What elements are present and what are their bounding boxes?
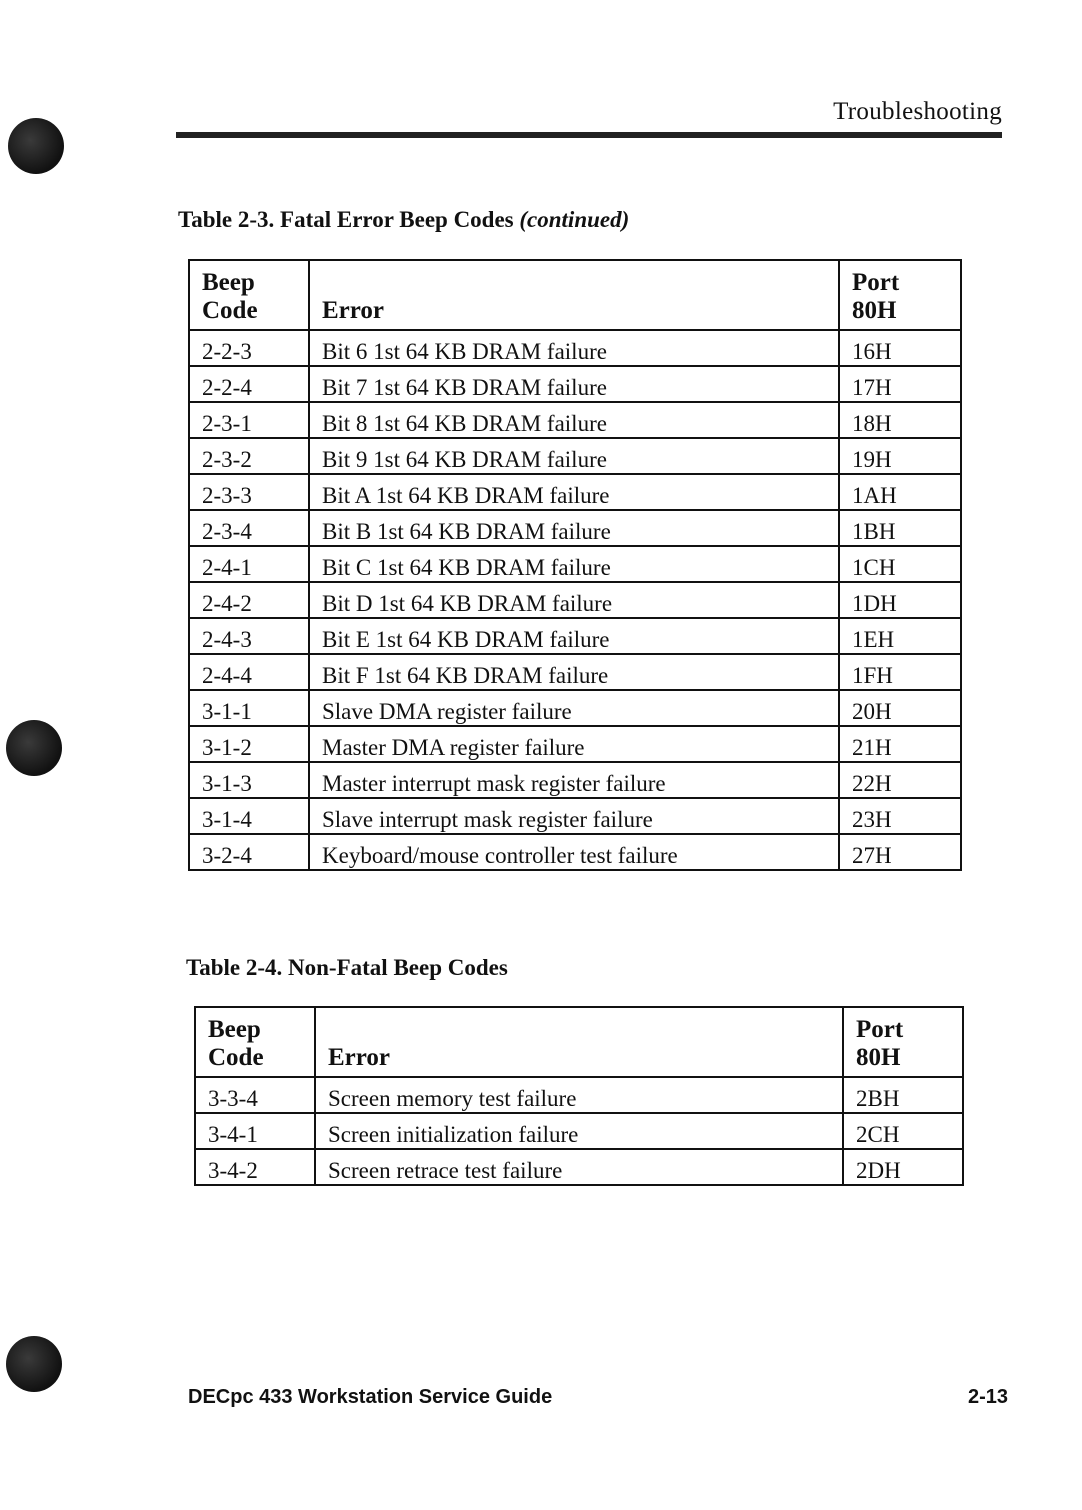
port-header-line1: Port	[856, 1016, 904, 1043]
cell-error: Bit 7 1st 64 KB DRAM failure	[309, 366, 839, 402]
cell-beep-code: 3-2-4	[189, 834, 309, 870]
table-row	[195, 1149, 963, 1185]
cell-error: Screen memory test failure	[315, 1077, 843, 1113]
cell-port: 1EH	[839, 618, 961, 654]
table-header-row	[189, 260, 961, 330]
cell-beep-code: 3-1-4	[189, 798, 309, 834]
cell-beep-code: 3-4-2	[195, 1149, 315, 1185]
cell-beep-code: 2-4-1	[189, 546, 309, 582]
cell-beep-code: 2-2-4	[189, 366, 309, 402]
table1-caption-label: Table 2-3.	[178, 207, 275, 232]
binder-hole-top	[8, 118, 64, 174]
cell-error: Bit C 1st 64 KB DRAM failure	[309, 546, 839, 582]
table2-caption-label: Table 2-4.	[186, 955, 283, 980]
beep-header-line2: Code	[208, 1044, 264, 1071]
cell-port: 16H	[839, 330, 961, 366]
cell-error: Bit E 1st 64 KB DRAM failure	[309, 618, 839, 654]
cell-port: 2DH	[843, 1149, 963, 1185]
cell-beep-code: 3-3-4	[195, 1077, 315, 1113]
table-row	[189, 726, 961, 762]
cell-beep-code: 3-1-1	[189, 690, 309, 726]
table-row	[189, 546, 961, 582]
table1-caption-suffix: (continued)	[519, 207, 630, 232]
cell-error: Bit D 1st 64 KB DRAM failure	[309, 582, 839, 618]
cell-error: Slave DMA register failure	[309, 690, 839, 726]
table-header-row	[195, 1007, 963, 1077]
beep-header-line1: Beep	[208, 1016, 261, 1043]
running-head: Troubleshooting	[833, 98, 1002, 125]
cell-error: Bit A 1st 64 KB DRAM failure	[309, 474, 839, 510]
port-header-line1: Port	[852, 269, 900, 296]
cell-port: 1DH	[839, 582, 961, 618]
col-header-beep-code	[195, 1007, 315, 1077]
cell-error: Screen initialization failure	[315, 1113, 843, 1149]
cell-beep-code: 2-2-3	[189, 330, 309, 366]
table-row	[189, 510, 961, 546]
cell-error: Slave interrupt mask register failure	[309, 798, 839, 834]
col-header-beep-code	[189, 260, 309, 330]
cell-port: 18H	[839, 402, 961, 438]
col-header-error: Error	[315, 1007, 843, 1077]
cell-port: 22H	[839, 762, 961, 798]
beep-header-line2: Code	[202, 297, 258, 324]
cell-error: Bit 8 1st 64 KB DRAM failure	[309, 402, 839, 438]
table-row	[189, 834, 961, 870]
cell-port: 1AH	[839, 474, 961, 510]
col-header-error: Error	[309, 260, 839, 330]
cell-beep-code: 2-3-3	[189, 474, 309, 510]
table-row	[189, 474, 961, 510]
footer-book-title: DECpc 433 Workstation Service Guide	[188, 1386, 553, 1408]
table-row	[195, 1113, 963, 1149]
cell-port: 2CH	[843, 1113, 963, 1149]
cell-beep-code: 2-4-2	[189, 582, 309, 618]
table-row	[189, 690, 961, 726]
table1-caption-title: Fatal Error Beep Codes	[280, 207, 514, 232]
table2-caption-title: Non-Fatal Beep Codes	[288, 955, 508, 980]
cell-beep-code: 3-4-1	[195, 1113, 315, 1149]
footer-page-number: 2-13	[967, 1386, 1008, 1408]
cell-port: 1BH	[839, 510, 961, 546]
cell-port: 20H	[839, 690, 961, 726]
cell-error: Master DMA register failure	[309, 726, 839, 762]
col-header-port-80h	[839, 260, 961, 330]
cell-beep-code: 3-1-3	[189, 762, 309, 798]
cell-port: 27H	[839, 834, 961, 870]
table-row	[189, 582, 961, 618]
cell-beep-code: 2-4-3	[189, 618, 309, 654]
cell-port: 1FH	[839, 654, 961, 690]
cell-beep-code: 2-4-4	[189, 654, 309, 690]
table-row	[189, 618, 961, 654]
fatal-error-beep-codes-table	[188, 259, 962, 871]
cell-port: 2BH	[843, 1077, 963, 1113]
table-row	[189, 366, 961, 402]
cell-error: Master interrupt mask register failure	[309, 762, 839, 798]
port-header-line2: 80H	[856, 1044, 901, 1071]
table-row	[189, 798, 961, 834]
table-row	[189, 654, 961, 690]
cell-error: Bit 9 1st 64 KB DRAM failure	[309, 438, 839, 474]
table-row	[189, 330, 961, 366]
table2-caption	[186, 955, 508, 981]
header-rule	[176, 132, 1002, 138]
cell-error: Bit B 1st 64 KB DRAM failure	[309, 510, 839, 546]
cell-beep-code: 3-1-2	[189, 726, 309, 762]
cell-error: Bit F 1st 64 KB DRAM failure	[309, 654, 839, 690]
cell-error: Screen retrace test failure	[315, 1149, 843, 1185]
table-row	[189, 762, 961, 798]
cell-error: Bit 6 1st 64 KB DRAM failure	[309, 330, 839, 366]
port-header-line2: 80H	[852, 297, 897, 324]
beep-header-line1: Beep	[202, 269, 255, 296]
cell-port: 21H	[839, 726, 961, 762]
cell-error: Keyboard/mouse controller test failure	[309, 834, 839, 870]
cell-port: 19H	[839, 438, 961, 474]
non-fatal-beep-codes-table	[194, 1006, 964, 1186]
col-header-port-80h	[843, 1007, 963, 1077]
table1-caption	[178, 207, 629, 233]
cell-beep-code: 2-3-1	[189, 402, 309, 438]
binder-hole-middle	[6, 720, 62, 776]
cell-beep-code: 2-3-4	[189, 510, 309, 546]
cell-port: 1CH	[839, 546, 961, 582]
binder-hole-bottom	[6, 1336, 62, 1392]
table-row	[189, 402, 961, 438]
cell-port: 17H	[839, 366, 961, 402]
cell-port: 23H	[839, 798, 961, 834]
table-row	[189, 438, 961, 474]
cell-beep-code: 2-3-2	[189, 438, 309, 474]
table-row	[195, 1077, 963, 1113]
